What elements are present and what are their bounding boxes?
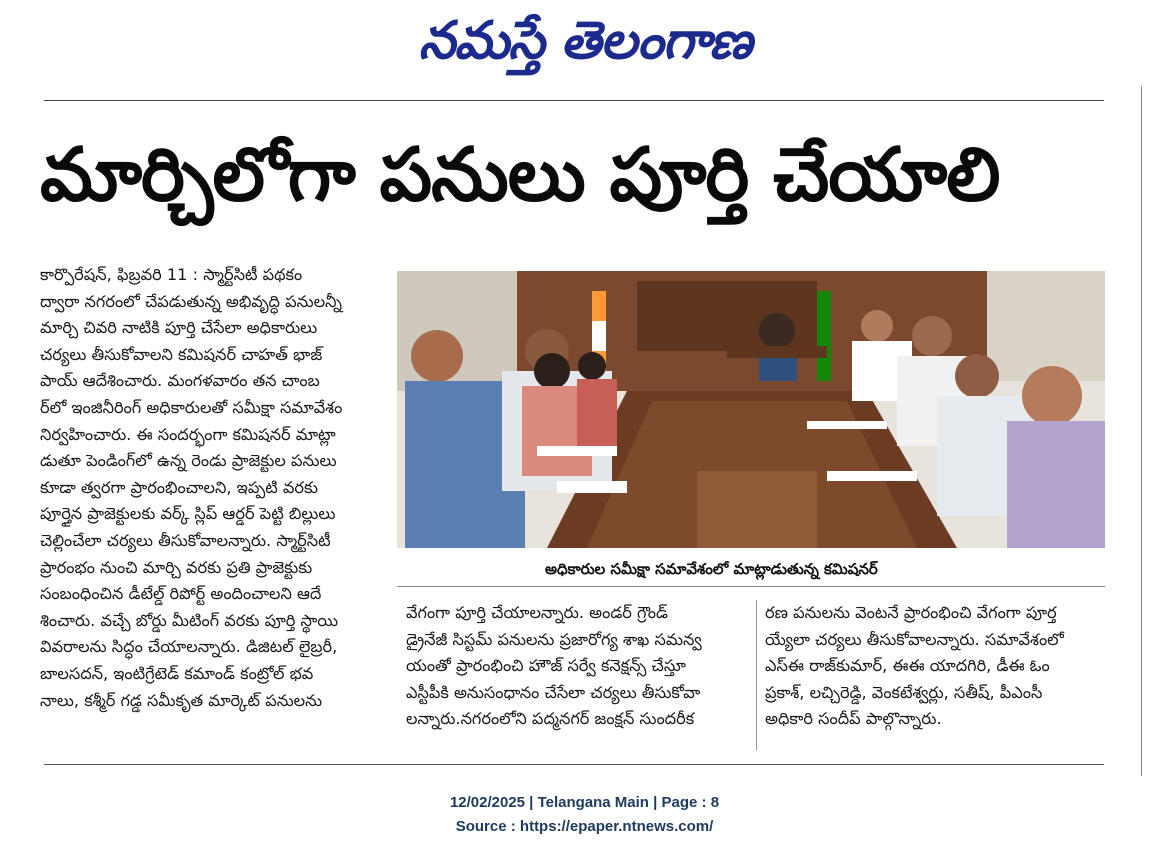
body-line: నిర్వహించారు. ఈ సందర్భంగా కమిషనర్ మాట్లా bbox=[40, 424, 336, 444]
body-line: వివరాలను సిద్ధం చేయాలన్నారు. డిజిటల్ లైబ్రరీ, bbox=[40, 637, 338, 657]
article-column-3 bbox=[765, 600, 1110, 760]
body-line: ర్‌లో ఇంజినీరింగ్ అధికారులతో సమీక్షా సమావేశం bbox=[40, 397, 343, 417]
body-line: ద్వారా నగరంలో చేపడుతున్న అభివృద్ధి పనులన్నీ bbox=[40, 291, 342, 311]
body-line: వేగంగా పూర్తి చేయాలన్నారు. అండర్ గ్రౌండ్ bbox=[406, 603, 668, 622]
masthead-divider bbox=[44, 100, 1104, 101]
footer-edition: Telangana Main bbox=[537, 794, 649, 811]
body-line: కార్పొరేషన్, ఫిబ్రవరి 11 : స్మార్ట్‌సిటీ పథకం bbox=[40, 265, 303, 284]
footer-divider bbox=[44, 764, 1104, 765]
body-line: ప్రకాశ్, లచ్చిరెడ్డి, వెంకటేశ్వర్లు, సతీష్, పీఎంసీ bbox=[765, 682, 1043, 702]
article-headline: మార్చిలోగా పనులు పూర్తి చేయాలి bbox=[40, 132, 1000, 218]
body-line: చర్యలు తీసుకోవాలని కమిషనర్ చాహత్ భాజ్ bbox=[40, 344, 323, 364]
body-line: ఎస్ఈ రాజ్‌కుమార్, ఈఈ యాదగిరి, డీఈ ఓం bbox=[765, 656, 1050, 676]
caption-divider bbox=[397, 586, 1105, 587]
meeting-photo bbox=[397, 271, 1105, 548]
body-line: డ్రైనేజీ సిస్టమ్ పనులను ప్రజారోగ్య శాఖ సమన్వ bbox=[406, 629, 702, 649]
photo-caption: అధికారుల సమీక్షా సమావేశంలో మాట్లాడుతున్న కమిషనర్ bbox=[545, 560, 878, 578]
footer-source-label: Source : bbox=[455, 818, 516, 835]
body-line: ప్రారంభం నుంచి మార్చి వరకు ప్రతి ప్రాజెక్టుకు bbox=[40, 557, 313, 577]
body-line: య్యేలా చర్యలు తీసుకోవాలన్నారు. సమావేశంలో bbox=[765, 629, 1064, 649]
footer-page: Page : 8 bbox=[661, 794, 720, 811]
body-line: సంబంధించిన డీటేల్డ్ రిపోర్ట్ అందించాలని ఆదే bbox=[40, 584, 322, 604]
body-line: అధికారి సందీప్ పాల్గొన్నారు. bbox=[765, 709, 942, 729]
body-line: చెల్లించేలా చర్యలు తీసుకోవాలన్నారు. స్మార్ట్‌సిటీ bbox=[40, 530, 331, 550]
footer-meta: 12/02/2025 | Telangana Main | Page : 8 bbox=[449, 794, 720, 811]
body-line: ఎస్టీపీకి అనుసంధానం చేసేలా చర్యలు తీసుకోవా bbox=[406, 682, 701, 702]
body-line: పూర్తైన ప్రాజెక్టులకు వర్క్ స్లిప్ ఆర్డర్ పెట్టి బిల్లులు bbox=[40, 504, 336, 524]
body-line: శించారు. వచ్చే బోర్డు మీటింగ్ వరకు పూర్తి స్థాయి bbox=[40, 610, 339, 630]
article-column-2 bbox=[406, 600, 746, 760]
column-divider bbox=[756, 600, 757, 750]
body-line: కూడా త్వరగా ప్రారంభించాలని, ఇప్పటి వరకు bbox=[40, 477, 318, 497]
footer-source bbox=[0, 818, 1169, 835]
body-line: పాయ్ ఆదేశించారు. మంగళవారం తన చాంబ bbox=[40, 371, 320, 391]
body-line: డుతూ పెండింగ్‌లో ఉన్న రెండు ప్రాజెక్టుల పనులు bbox=[40, 451, 337, 471]
body-line: లన్నారు.నగరంలోని పద్మనగర్ జంక్షన్ సుందరీక bbox=[406, 709, 695, 729]
body-line: మార్చి చివరి నాటికి పూర్తి చేసేలా అధికారులు bbox=[40, 318, 318, 338]
page-edge-rule bbox=[1141, 86, 1142, 776]
body-line: నాలు, కశ్మీర్ గడ్డ సమీకృత మార్కెట్ పనులను bbox=[40, 690, 323, 710]
masthead-logo: నమస్తే తెలంగాణ bbox=[418, 11, 752, 71]
footer-date: 12/02/2025 bbox=[449, 794, 526, 811]
meeting-photo-illustration bbox=[397, 271, 1105, 548]
body-line: రణ పనులను వెంటనే ప్రారంభించి వేగంగా పూర్త bbox=[765, 603, 1057, 622]
body-line: బాలసదన్, ఇంటిగ్రేటెడ్ కమాండ్ కంట్రోల్ భవ bbox=[40, 663, 314, 683]
body-line: యంతో ప్రారంభించి హౌజ్ సర్వే కనెక్షన్స్ చేస్తూ bbox=[406, 656, 686, 676]
article-column-1 bbox=[40, 262, 386, 752]
footer-source-link[interactable]: https://epaper.ntnews.com/ bbox=[519, 818, 714, 835]
